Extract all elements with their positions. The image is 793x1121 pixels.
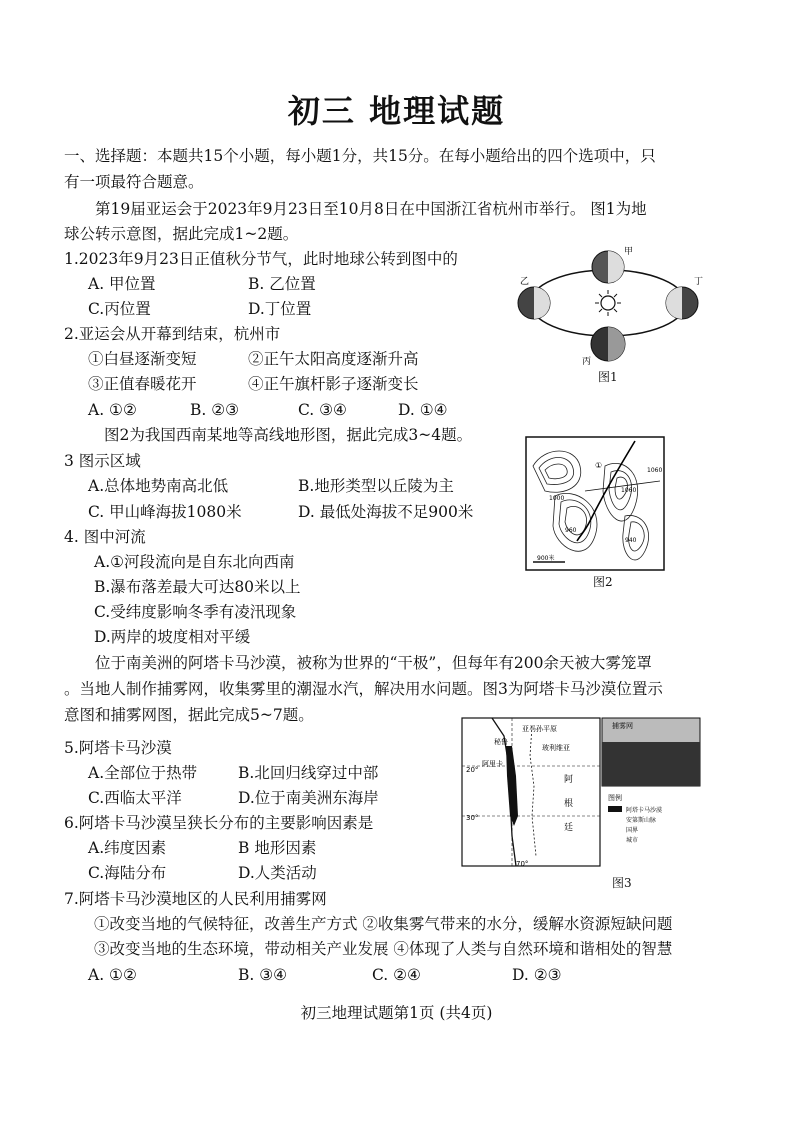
contour-label-1060: 1060: [647, 467, 663, 474]
legend-border: 国界: [626, 827, 639, 834]
page-footer: 初三地理试题第1页 (共4页): [300, 1004, 493, 1022]
label-argentina-3: 廷: [564, 823, 574, 833]
q2-option-c: C. ③④: [298, 401, 347, 419]
legend-desert: 阿塔卡马沙漠: [626, 807, 663, 814]
legend-andes: 安第斯山脉: [626, 817, 657, 824]
q2-statement-2: ②正午太阳高度逐渐升高: [248, 350, 419, 368]
intro2: 图2为我国西南某地等高线地形图，据此完成3~4题。: [104, 426, 473, 444]
figure-2-contour-map: [525, 436, 665, 591]
intro3-line2: 。当地人制作捕雾网，收集雾里的潮湿水汽，解决用水问题。图3为阿塔卡马沙漠位置示: [64, 680, 663, 698]
label-bolivia: 玻利维亚: [542, 744, 570, 752]
q3-stem: 3 图示区域: [64, 452, 141, 470]
q6-option-d: D.人类活动: [238, 864, 317, 882]
q2-statement-1: ①白昼逐渐变短: [88, 350, 197, 368]
earth-bing-icon: [591, 327, 625, 361]
q5-option-a: A.全部位于热带: [88, 764, 198, 782]
q3-option-c: C. 甲山峰海拔1080米: [88, 503, 242, 521]
q4-option-c: C.受纬度影响冬季有凌汛现象: [94, 603, 297, 621]
q7-option-d: D. ②③: [512, 966, 562, 984]
figure-3-atacama: [452, 716, 704, 892]
legend-title: 图例: [608, 794, 622, 802]
q4-option-d: D.两岸的坡度相对平缓: [94, 628, 251, 646]
q3-option-d: D. 最低处海拔不足900米: [298, 503, 474, 521]
figure-1-orbit: [510, 240, 710, 385]
q5-option-d: D.位于南美洲东海岸: [238, 789, 379, 807]
orbit-diagram: [510, 240, 710, 385]
q1-option-c: C.丙位置: [88, 300, 151, 318]
label-argentina-1: 阿: [564, 775, 574, 785]
contour-label-1060b: 1060: [621, 487, 637, 494]
q6-option-b: B 地形因素: [238, 839, 317, 857]
label-jia: 甲: [624, 247, 634, 257]
q7-option-a: A. ①②: [88, 966, 137, 984]
label-arica: 阿里卡: [482, 760, 503, 768]
q2-option-a: A. ①②: [88, 401, 137, 419]
section-instruction-line1: 一、选择题：本题共15个小题，每小题1分，共15分。在每小题给出的四个选项中，只: [64, 147, 656, 165]
label-argentina-2: 根: [564, 799, 574, 809]
label-ding: 丁: [694, 277, 704, 287]
atacama-map: [452, 716, 704, 876]
q2-option-b: B. ②③: [190, 401, 240, 419]
label-lat-20: 20°: [466, 766, 479, 774]
label-bing: 丙: [582, 357, 592, 367]
q7-stem: 7.阿塔卡马沙漠地区的人民利用捕雾网: [64, 890, 327, 908]
label-lon-70: 70°: [516, 860, 529, 868]
earth-yi-icon: [518, 287, 550, 319]
q1-option-a: A. 甲位置: [88, 275, 156, 293]
q2-stem: 2.亚运会从开幕到结束，杭州市: [64, 325, 281, 343]
scale-bar-label: 900米: [537, 555, 555, 562]
label-fog-net: 捕雾网: [612, 722, 633, 730]
figure-1-caption: 图1: [598, 370, 618, 384]
q4-stem: 4. 图中河流: [64, 528, 146, 546]
label-lat-30: 30°: [466, 814, 479, 822]
river-mark-1: ①: [595, 461, 603, 470]
intro3-line3: 意图和捕雾网图，据此完成5~7题。: [64, 706, 314, 724]
q5-option-b: B.北回归线穿过中部: [238, 764, 379, 782]
q2-option-d: D. ①④: [398, 401, 448, 419]
label-altiplano: 亚马孙平原: [522, 725, 557, 733]
figure-3-caption: 图3: [612, 876, 632, 890]
q3-option-b: B.地形类型以丘陵为主: [298, 477, 454, 495]
earth-jia-icon: [592, 251, 624, 283]
q7-option-c: C. ②④: [372, 966, 421, 984]
intro3-line1: 位于南美洲的阿塔卡马沙漠，被称为世界的“干极”，但每年有200余天被大雾笼罩: [95, 654, 652, 672]
sun-icon: [595, 290, 621, 316]
contour-label-1000: 1000: [549, 495, 565, 502]
page-title: 初三 地理试题: [287, 92, 506, 130]
legend-city: 城市: [626, 837, 639, 844]
earth-ding-icon: [666, 287, 698, 319]
q6-option-a: A.纬度因素: [88, 839, 167, 857]
label-yi: 乙: [520, 277, 530, 287]
section-instruction-line2: 有一项最符合题意。: [64, 173, 204, 191]
q3-option-a: A.总体地势南高北低: [88, 477, 229, 495]
q4-option-b: B.瀑布落差最大可达80米以上: [94, 578, 301, 596]
q7-option-b: B. ③④: [238, 966, 288, 984]
q2-statement-3: ③正值春暖花开: [88, 375, 197, 393]
figure-2-caption: 图2: [593, 575, 613, 589]
q1-stem: 1.2023年9月23日正值秋分节气，此时地球公转到图中的: [64, 250, 458, 268]
q4-option-a: A.①河段流向是自东北向西南: [94, 553, 295, 571]
contour-label-940: 940: [625, 537, 637, 544]
contour-map: [525, 436, 665, 571]
q1-option-d: D.丁位置: [248, 300, 312, 318]
q5-stem: 5.阿塔卡马沙漠: [64, 739, 172, 757]
q7-statement-line1: ①改变当地的气候特征，改善生产方式 ②收集雾气带来的水分，缓解水资源短缺问题: [94, 915, 673, 933]
q2-statement-4: ④正午旗杆影子逐渐变长: [248, 375, 419, 393]
q6-option-c: C.海陆分布: [88, 864, 167, 882]
q6-stem: 6.阿塔卡马沙漠呈狭长分布的主要影响因素是: [64, 814, 374, 832]
q1-option-b: B. 乙位置: [248, 275, 316, 293]
label-peru: 秘鲁: [494, 738, 508, 746]
intro1-line1: 第19届亚运会于2023年9月23日至10月8日在中国浙江省杭州市举行。 图1为地: [95, 200, 647, 218]
contour-label-960: 960: [565, 527, 577, 534]
q7-statement-line2: ③改变当地的生态环境，带动相关产业发展 ④体现了人类与自然环境和谐相处的智慧: [94, 940, 673, 958]
intro1-line2: 球公转示意图，据此完成1~2题。: [64, 225, 299, 243]
q5-option-c: C.西临太平洋: [88, 789, 182, 807]
